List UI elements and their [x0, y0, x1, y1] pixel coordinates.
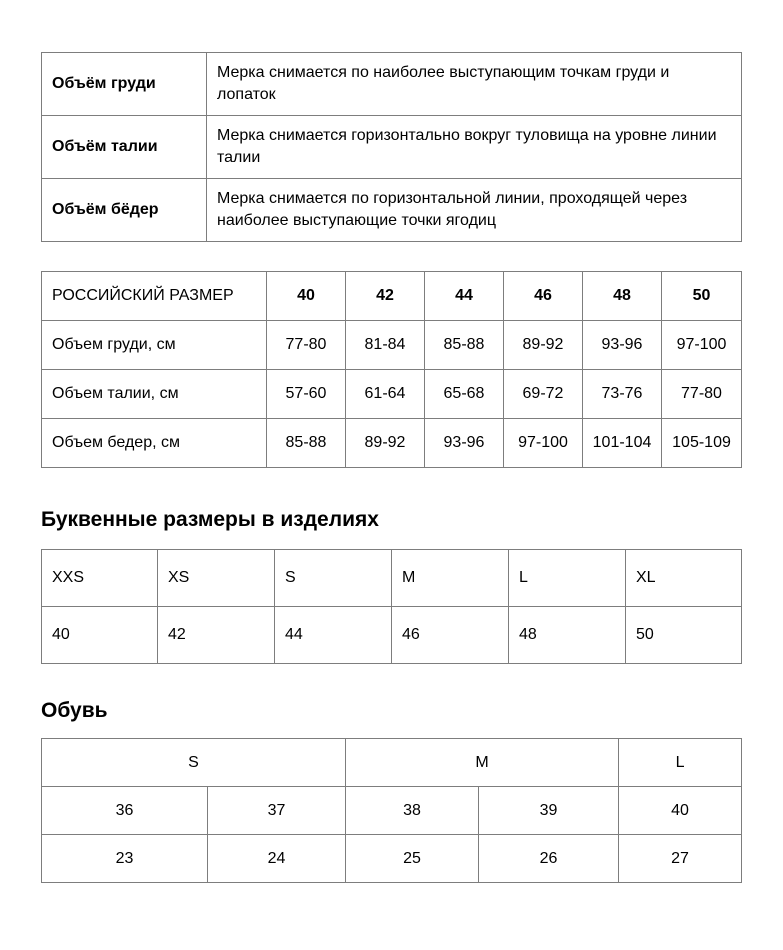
measure-value-cell: 93-96 — [425, 419, 504, 468]
measure-value-cell: 77-80 — [662, 370, 742, 419]
shoe-cm-size-cell: 27 — [619, 835, 742, 883]
measure-value-cell: 77-80 — [267, 321, 346, 370]
table-header-row — [42, 739, 742, 787]
russian-size-header-label: РОССИЙСКИЙ РАЗМЕР — [42, 272, 267, 321]
measure-value-cell: 73-76 — [583, 370, 662, 419]
measure-value-cell: 105-109 — [662, 419, 742, 468]
table-row — [42, 370, 742, 419]
measure-value-cell: 85-88 — [425, 321, 504, 370]
section-heading-letter-sizes: Буквенные размеры в изделиях — [41, 508, 379, 531]
size-header-cell: 40 — [267, 272, 346, 321]
numeric-size-cell: 40 — [42, 607, 158, 664]
shoe-eu-size-cell: 39 — [479, 787, 619, 835]
measure-value-cell: 97-100 — [662, 321, 742, 370]
table-row — [42, 53, 742, 116]
letter-size-cell: XS — [158, 550, 275, 607]
measure-value-cell: 89-92 — [346, 419, 425, 468]
measure-value-cell: 65-68 — [425, 370, 504, 419]
table-header-row — [42, 550, 742, 607]
measure-value-cell: 61-64 — [346, 370, 425, 419]
size-header-cell: 48 — [583, 272, 662, 321]
measurement-term: Объём груди — [42, 53, 207, 116]
table-row — [42, 835, 742, 883]
measurement-term: Объём талии — [42, 116, 207, 179]
measure-row-label: Объем груди, см — [42, 321, 267, 370]
table-row — [42, 607, 742, 664]
size-header-cell: 50 — [662, 272, 742, 321]
measure-value-cell: 81-84 — [346, 321, 425, 370]
size-header-cell: 42 — [346, 272, 425, 321]
shoe-cm-size-cell: 24 — [208, 835, 346, 883]
shoe-cm-size-cell: 23 — [42, 835, 208, 883]
table-row — [42, 116, 742, 179]
numeric-size-cell: 50 — [626, 607, 742, 664]
measure-value-cell: 101-104 — [583, 419, 662, 468]
letter-size-cell: XXS — [42, 550, 158, 607]
measure-value-cell: 97-100 — [504, 419, 583, 468]
table-header-row — [42, 272, 742, 321]
measurement-term: Объём бёдер — [42, 179, 207, 242]
shoe-size-group-cell: S — [42, 739, 346, 787]
measurement-definition: Мерка снимается по горизонтальной линии, проходящей через наиболее выступающие точки ягодиц — [207, 179, 742, 242]
numeric-size-cell: 46 — [392, 607, 509, 664]
measure-value-cell: 69-72 — [504, 370, 583, 419]
shoe-eu-size-cell: 37 — [208, 787, 346, 835]
size-header-cell: 44 — [425, 272, 504, 321]
shoes-table — [41, 738, 742, 883]
shoe-eu-size-cell: 40 — [619, 787, 742, 835]
shoe-size-group-cell: L — [619, 739, 742, 787]
size-header-cell: 46 — [504, 272, 583, 321]
table-row — [42, 179, 742, 242]
letter-size-cell: M — [392, 550, 509, 607]
shoe-cm-size-cell: 25 — [346, 835, 479, 883]
measure-row-label: Объем талии, см — [42, 370, 267, 419]
measure-value-cell: 85-88 — [267, 419, 346, 468]
shoe-eu-size-cell: 38 — [346, 787, 479, 835]
measurement-definition: Мерка снимается горизонтально вокруг туловища на уровне линии талии — [207, 116, 742, 179]
measurements-table — [41, 52, 742, 242]
russian-size-table — [41, 271, 742, 468]
numeric-size-cell: 44 — [275, 607, 392, 664]
measure-value-cell: 93-96 — [583, 321, 662, 370]
section-heading-shoes: Обувь — [41, 699, 108, 722]
measure-row-label: Объем бедер, см — [42, 419, 267, 468]
letter-size-cell: XL — [626, 550, 742, 607]
shoe-size-group-cell: M — [346, 739, 619, 787]
shoe-cm-size-cell: 26 — [479, 835, 619, 883]
measure-value-cell: 57-60 — [267, 370, 346, 419]
table-row — [42, 787, 742, 835]
letter-size-cell: L — [509, 550, 626, 607]
letter-sizes-table — [41, 549, 742, 664]
measure-value-cell: 89-92 — [504, 321, 583, 370]
measurement-definition: Мерка снимается по наиболее выступающим точкам груди и лопаток — [207, 53, 742, 116]
table-row — [42, 321, 742, 370]
numeric-size-cell: 48 — [509, 607, 626, 664]
letter-size-cell: S — [275, 550, 392, 607]
shoe-eu-size-cell: 36 — [42, 787, 208, 835]
table-row — [42, 419, 742, 468]
numeric-size-cell: 42 — [158, 607, 275, 664]
